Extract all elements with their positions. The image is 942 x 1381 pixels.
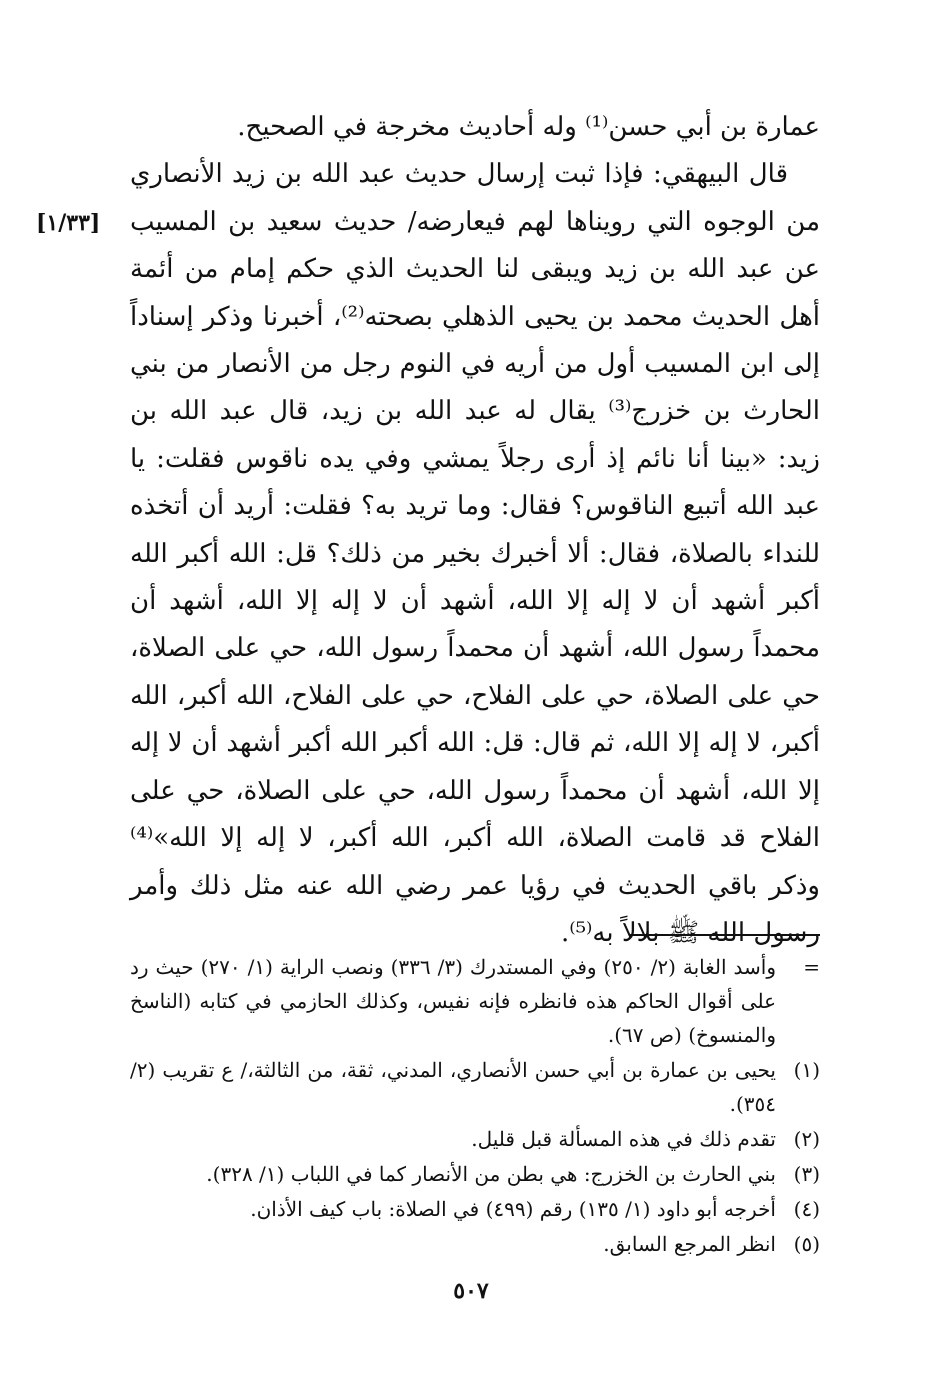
footnote-marker: (٥) <box>793 1232 820 1256</box>
footnote-marker: (٤) <box>793 1197 820 1221</box>
footnotes <box>130 950 820 1261</box>
footnote-separator <box>630 934 820 936</box>
margin-folio-reference: [١/٣٣] <box>36 210 101 236</box>
footnote-marker: = <box>803 955 820 979</box>
paragraph-2: قال البيهقي: فإذا ثبت إرسال حديث عبد الله بن زيد الأنصاري من الوجوه التي رويناها لهم فيعارضه/ حديث سعيد بن المسيب عن عبد الله بن زيد ويبقى لنا الحديث الذي حكم إمام من أئمة أهل الحديث محمد بن يحيى الذهلي بصحته⁽²⁾، أخبرنا وذكر إسناداً إلى ابن المسيب أول من أريه في النوم رجل من الأنصار من بني الحارث بن خزرج⁽³⁾ يقال له عبد الله بن زيد، قال عبد الله بن زيد: «بينا أنا نائم إذ أرى رجلاً يمشي وفي يده ناقوس فقلت: يا عبد الله أتبيع الناقوس؟ فقال: وما تريد به؟ فقلت: أريد أن أتخذه للنداء بالصلاة، فقال: ألا أخبرك بخير من ذلك؟ قل: الله أكبر الله أكبر أشهد أن لا إله إلا الله، أشهد أن لا إله إلا الله، أشهد أن محمداً رسول الله، أشهد أن محمداً رسول الله، حي على الصلاة، حي على الصلاة، حي على الفلاح، حي على الفلاح، الله أكبر، الله أكبر، لا إله إلا الله، ثم قال: قل: الله أكبر الله أكبر أشهد أن لا إله إلا الله، أشهد أن محمداً رسول الله، حي على الصلاة، حي على الفلاح قد قامت الصلاة، الله أكبر، الله أكبر، لا إله إلا الله»⁽⁴⁾ وذكر باقي الحديث في رؤيا عمر رضي الله عنه مثل ذلك وأمر رسول الله ﷺ بلالاً به⁽⁵⁾. <box>130 159 821 948</box>
footnote-4 <box>130 1192 820 1226</box>
footnote-2 <box>130 1122 820 1156</box>
footnote-text: انظر المرجع السابق. <box>603 1232 776 1256</box>
footnote-5 <box>130 1227 820 1261</box>
footnote-text: أخرجه أبو داود (١/ ١٣٥) رقم (٤٩٩) في الصلاة: باب كيف الأذان. <box>250 1197 776 1221</box>
footnote-text: تقدم ذلك في هذه المسألة قبل قليل. <box>471 1127 776 1151</box>
footnote-1 <box>130 1053 820 1121</box>
main-text <box>130 104 820 957</box>
footnote-text: وأسد الغابة (٢/ ٢٥٠) وفي المستدرك (٣/ ٣٣٦) ونصب الراية (١/ ٢٧٠) حيث رد على أقوال الحاكم هذه فانظره فإنه نفيس، وكذلك الحازمي في كتابه (الناسخ والمنسوخ) (ص ٦٧). <box>130 955 776 1047</box>
footnote-continued <box>130 950 820 1052</box>
footnote-marker: (١) <box>793 1058 820 1082</box>
footnote-marker: (٢) <box>793 1127 820 1151</box>
page-number: ٥٠٧ <box>453 1278 489 1304</box>
footnote-marker: (٣) <box>793 1162 820 1186</box>
footnote-text: بني الحارث بن الخزرج: هي بطن من الأنصار كما في اللباب (١/ ٣٢٨). <box>206 1162 776 1186</box>
footnote-text: يحيى بن عمارة بن أبي حسن الأنصاري، المدني، ثقة، من الثالثة،/ ع تقريب (٢/ ٣٥٤). <box>130 1058 776 1116</box>
paragraph-1: عمارة بن أبي حسن⁽¹⁾ وله أحاديث مخرجة في الصحيح. <box>237 112 820 142</box>
footnote-3 <box>130 1157 820 1191</box>
